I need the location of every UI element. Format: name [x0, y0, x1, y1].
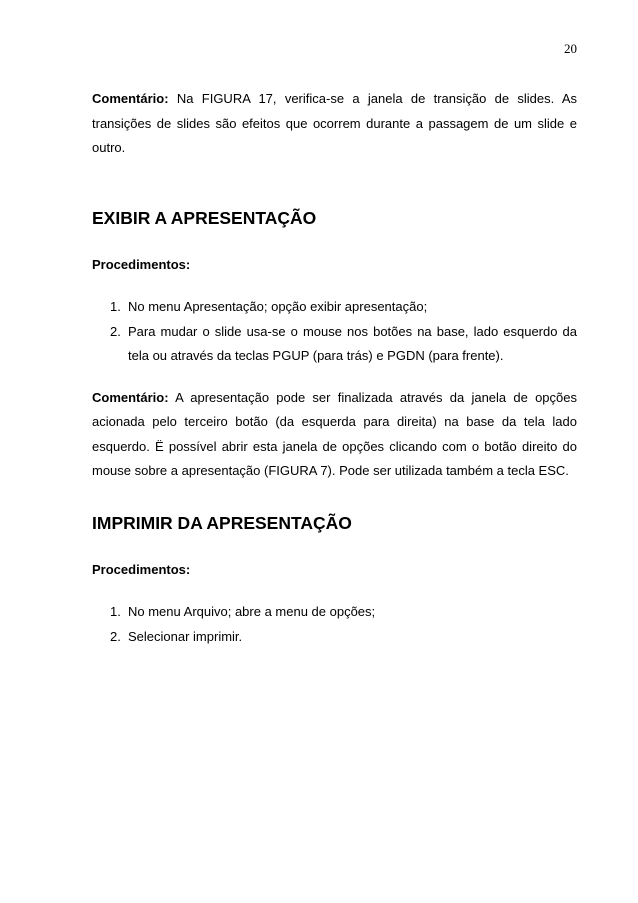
- comment-text: Na FIGURA 17, verifica-se a janela de transição de slides. As transições de slides são efeitos que ocorrem durante a passagem de um slide e outro.: [92, 91, 577, 155]
- list-item: [92, 295, 577, 320]
- list-item: [92, 320, 577, 369]
- procedures-label: Procedimentos:: [92, 562, 191, 577]
- comment-label: Comentário:: [92, 91, 169, 106]
- list-number: 2.: [110, 628, 121, 644]
- section-exibir: [92, 206, 577, 484]
- list-item: [92, 625, 577, 650]
- list-text: No menu Arquivo; abre a menu de opções;: [128, 604, 376, 619]
- procedures-label: Procedimentos:: [92, 257, 191, 272]
- list-number: 1.: [110, 299, 121, 314]
- comment-paragraph-1: [92, 87, 577, 161]
- section-heading: IMPRIMIR DA APRESENTAÇÃO: [92, 513, 352, 533]
- section-heading: EXIBIR A APRESENTAÇÃO: [92, 208, 317, 228]
- list-item: [92, 600, 577, 625]
- comment-label: Comentário:: [92, 389, 169, 405]
- list-text: No menu Apresentação; opção exibir apresentação;: [128, 299, 428, 314]
- comment-text: A apresentação pode ser finalizada através da janela de opções acionada pelo terceiro botão (da esquerda para direita) na base da tela lado esquerdo. Ë possível abrir esta janela de opções clicando com o botão direito do mouse sobre a apresentação (FIGURA 7). Pode ser utilizada também a tecla ESC.: [92, 389, 577, 478]
- procedure-list: [92, 295, 577, 369]
- list-number: 2.: [110, 323, 121, 339]
- list-text: Para mudar o slide usa-se o mouse nos botões na base, lado esquerdo da tela ou através da teclas PGUP (para trás) e PGDN (para frente).: [128, 323, 577, 363]
- procedure-list: [92, 600, 577, 649]
- list-number: 1.: [110, 604, 121, 619]
- list-text: Selecionar imprimir.: [128, 628, 243, 644]
- page-number: 20: [564, 41, 577, 56]
- comment-paragraph-2: [92, 386, 577, 484]
- section-imprimir: [92, 511, 577, 649]
